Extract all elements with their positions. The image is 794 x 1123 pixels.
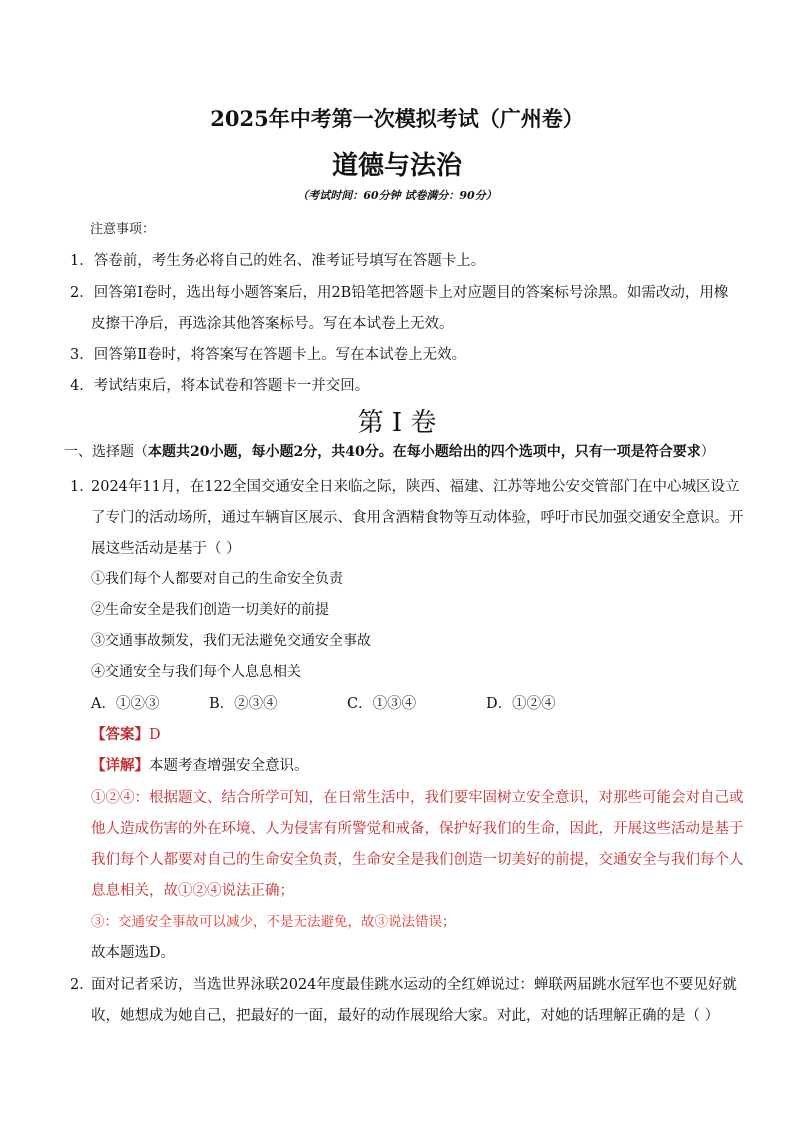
q1-stem-line: 了专门的活动场所，通过车辆盲区展示、食用含酒精食物等互动体验，呼吁市民加强交通安全意识。开 [91, 510, 744, 526]
notice-number: 1． [70, 253, 94, 269]
detail-text: 本题考查增强安全意识。 [149, 758, 309, 774]
q2-number: 2． [70, 977, 94, 993]
notice-heading: 注意事项： [90, 222, 156, 237]
section-heading-bold: 本题共20小题，每小题2分，共40分。在每小题给出的四个选项中，只有一项是符合要求 [148, 444, 701, 460]
notice-item-4 [70, 374, 369, 395]
exam-meta: （考试时间：60分钟 试卷满分：90分） [297, 189, 497, 202]
q1-option-a: A．①②③ [91, 696, 160, 712]
notice-item-1 [70, 249, 485, 270]
section-heading-prefix: 一、选择题（ [64, 444, 148, 460]
answer-value: D [149, 727, 161, 743]
section-heading-suffix: ） [700, 444, 715, 460]
section-title: 第 I 卷 [357, 408, 437, 438]
notice-item-2 [70, 281, 728, 302]
q1-analysis-line: 他人造成伤害的外在环境、人为侵害有所警觉和戒备，保护好我们的生命，因此，开展这些活动是基于 [91, 821, 744, 837]
exam-title: 2025年中考第一次模拟考试（广州卷） [210, 106, 584, 131]
subject-title: 道德与法治 [331, 151, 462, 181]
q1-number: 1． [70, 479, 94, 495]
q1-stem-line: 展这些活动是基于（ ） [91, 541, 241, 557]
detail-tag: 【详解】 [91, 757, 149, 774]
notice-number: 2． [70, 285, 94, 301]
q1-analysis-line: 息息相关，故①②④说法正确； [91, 883, 294, 899]
notice-text: 回答第Ⅰ卷时，选出每小题答案后，用2B铅笔把答题卡上对应题目的答案标号涂黑。如需改动，用橡 [93, 285, 729, 301]
q1-statement-1: ①我们每个人都要对自己的生命安全负责 [91, 571, 343, 587]
section-heading [64, 441, 715, 461]
notice-text: 考试结束后，将本试卷和答题卡一并交回。 [93, 378, 370, 394]
q1-statement-2: ②生命安全是我们创造一切美好的前提 [91, 602, 329, 618]
q1-detail [91, 754, 309, 775]
q1-option-b: B．②③④ [209, 696, 278, 712]
q1-answer [91, 723, 161, 744]
q1-analysis-line: ①②④：根据题文、结合所学可知，在日常生活中，我们要牢固树立安全意识，对那些可能会对自己或 [91, 790, 744, 806]
q1-stem-line: 2024年11月，在122全国交通安全日来临之际，陕西、福建、江苏等地公安交管部门在中心城区设立 [91, 479, 740, 495]
q1-option-d: D．①②④ [486, 696, 556, 712]
q1-conclusion: 故本题选D。 [91, 945, 176, 961]
notice-number: 3． [70, 347, 94, 363]
notice-text-cont: 皮擦干净后，再选涂其他答案标号。写在本试卷上无效。 [91, 316, 454, 332]
q1-statement-4: ④交通安全与我们每个人息息相关 [91, 664, 301, 680]
notice-item-3 [70, 343, 466, 364]
notice-text: 答卷前，考生务必将自己的姓名、准考证号填写在答题卡上。 [93, 253, 486, 269]
answer-tag: 【答案】 [91, 726, 149, 743]
q1-statement-3: ③交通事故频发，我们无法避免交通安全事故 [91, 633, 371, 649]
notice-number: 4． [70, 378, 94, 394]
q1-option-c: C．①③④ [347, 696, 417, 712]
q2-stem-line: 收，她想成为她自己，把最好的一面，最好的动作展现给大家。对此，对她的话理解正确的是（ ） [91, 1008, 720, 1024]
q1-analysis-wrong: ③：交通安全事故可以减少，不是无法避免，故③说法错误； [91, 914, 456, 930]
notice-text: 回答第Ⅱ卷时，将答案写在答题卡上。写在本试卷上无效。 [93, 347, 467, 363]
q1-analysis-line: 我们每个人都要对自己的生命安全负责，生命安全是我们创造一切美好的前提，交通安全与我们每个人 [91, 852, 744, 868]
q2-stem-line: 面对记者采访，当选世界泳联2024年度最佳跳水运动的全红婵说过：蝉联两届跳水冠军也不要见好就 [91, 977, 737, 993]
